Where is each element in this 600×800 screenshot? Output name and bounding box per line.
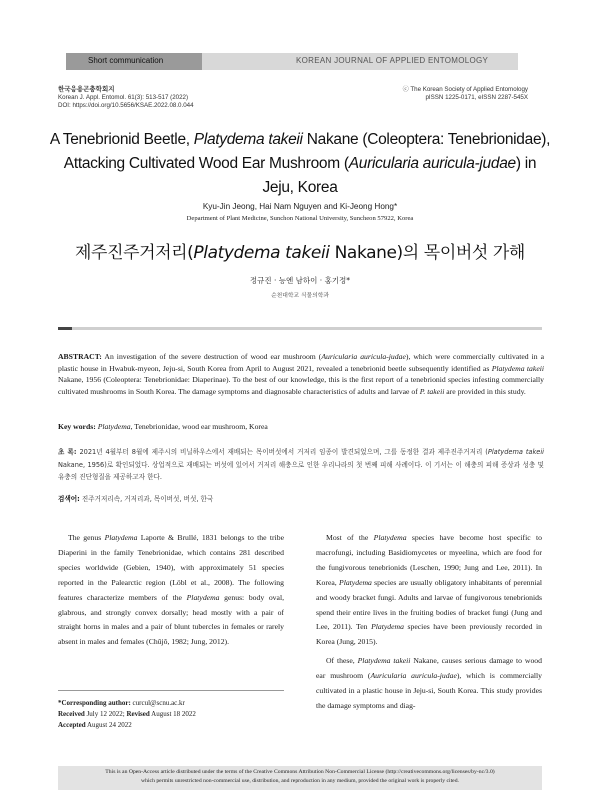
abstract-en [58,351,544,397]
title-text: Jeju, Korea [262,179,338,196]
title-host: Auricularia auricula-judae [348,155,516,172]
received-label: Received [58,710,85,718]
title-text: Attacking Cultivated Wood Ear Mushroom ( [63,155,349,172]
keywords-en [58,421,544,433]
title-text: ) in [515,155,537,172]
license-line: This is an Open-Access article distributed under the terms of the Creative Commons Attribution Non-Commercial License (http://creativecommons.org/licenses/by-nc/3.0) [105,769,495,775]
body-column-left [58,531,284,650]
keywords-ko-label: 검색어: [58,495,80,503]
body-text: Laporte & Brullé, 1831 belongs to the tribe Diaperini in the family Tenebrionidae, which contains 281 described species worldwide (Gebien, 1940), with approximately 51 species reported in the Palearctic region (Löbl et al., 2008). The following features characterize members of the [58,533,284,602]
body-italic: Platydema [104,533,138,542]
body-text: species have become host specific to macrofungi, including Basidiomycetes or myeelina, which are food for the fungivorous tenebrionids (Leschen, 1990; Jung and Lee, 2011). In Korea, [316,533,542,587]
paragraph [316,531,542,650]
abstract-italic: Auricularia auricula-judae [321,352,406,361]
article-title-ko [0,238,600,263]
title-ko-text: Nakane)의 목이버섯 가해 [329,243,525,263]
keywords-label: Key words: [58,422,96,431]
keywords-ko [58,493,544,503]
corr-label: *Corresponding author: [58,699,131,707]
body-italic: Platydema [373,533,407,542]
paragraph [316,654,542,714]
title-ko-species: Platydema takeii [193,243,330,263]
authors-en: Kyu-Jin Jeong, Hai Nam Nguyen and Ki-Jeong Hong* [202,202,398,211]
corr-email[interactable]: curcul@scnu.ac.kr [130,699,185,707]
abstract-ko [58,446,544,484]
body-italic: Auricularia auricula-judae [370,671,457,681]
body-text: Most of the [326,533,374,542]
doi-link[interactable]: DOI: https://doi.org/10.5656/KSAE.2022.08.0.044 [58,102,194,109]
authors-ko: 정규진 · 능엔 남하이 · 홍기정* [249,276,351,285]
abstract-text: ), which were commercially cultivated in a plastic house in Hwabuk-myeon, Jeju-si, South Korea from April to August 2021, revealed a tenebrionid beetle subsequently identified as [58,352,544,373]
accepted-line [58,720,284,731]
copyright: ⓒ The Korean Society of Applied Entomology [402,86,528,93]
footnote-divider [58,690,284,691]
body-text: Of these, [326,656,358,666]
keyword-italic: Platydema [97,422,131,431]
body-italic: Platydema [186,592,220,602]
accepted-label: Accepted [58,721,86,729]
header-band [66,53,518,70]
body-text: species are usually obligatory inhabitants of perennial and woody bracket fungi. Adults and larvae of fungivorous tenebrionids spend their entire lives in the fruiting bodies of bracket fungi (Jung and Lee, 2011). Ten [316,577,542,632]
section-divider-accent [58,327,72,330]
keywords-ko-text: 진주거저리속, 거저리과, 목이버섯, 버섯, 한국 [79,495,214,503]
title-ko-text: 제주진주거저리( [75,243,194,263]
issn: pISSN 1225-0171, eISSN 2287-545X [425,94,528,101]
body-italic: Platydema [371,622,404,632]
section-divider [58,327,542,330]
abstract-ko-label: 초 록: [58,448,77,456]
journal-name-ko: 한국응용곤충학회지 [58,86,115,93]
abstract-text: are provided in this study. [444,386,526,396]
abstract-ko-italic: Platydema takeii [487,448,544,456]
keywords-text: , Tenebrionidae, wood ear mushroom, Korea [130,422,268,431]
body-text: The genus [68,533,105,542]
body-text: species have been previously recorded in Korea (Jung, 2015). [316,622,543,647]
body-text: Nakane, causes serious damage to wood ear mushroom ( [316,656,542,681]
license-line: which permits unrestricted non-commercial use, distribution, and reproduction in any medium, provided the original work is properly cited. [141,778,459,784]
body-italic: Platydema [339,577,372,587]
footnote [58,698,284,731]
abstract-ko-text: Nakane, 1956)로 확인되었다. 상업적으로 재배되는 버섯에 있어서 거저리 해충으로 인한 우리나라의 첫 번째 피해 사례이다. 이 기서는 이 해충의 피해 증상과 성충 및 유충의 진단형질을 제공하고자 한다. [58,460,544,482]
body-text: genus: body oval, glabrous, and strongly convex dorsally; head mostly with a pair of straight horns in males and a pair of blunt tubercles in females or rarely absent in males and females (Chûjô, 1982; Jung, 2012). [58,592,284,647]
received-date: July 12 2022; [84,710,127,718]
citation-block [58,86,194,110]
abstract-italic: P. takeii [419,386,445,396]
dates-line [58,709,284,720]
copyright-block [403,86,528,102]
revised-label: Revised [126,710,150,718]
abstract-label: ABSTRACT: [58,352,102,361]
abstract-text: An investigation of the severe destruction of wood ear mushroom ( [101,352,322,361]
journal-name: KOREAN JOURNAL OF APPLIED ENTOMOLOGY [296,56,489,65]
body-column-right [316,531,542,714]
title-text: Nakane (Coleoptera: Tenebrionidae), [302,131,551,148]
affiliation-en: Department of Plant Medicine, Sunchon National University, Suncheon 57922, Korea [186,215,414,222]
affiliation-ko: 순천대학교 식물의학과 [271,293,329,299]
corresponding-author [58,698,284,709]
abstract-text: Nakane, 1956 (Coleoptera: Tenebrionidae: Diaperinae). To the best of our knowledge, this is the first report of a tenebrionid species infesting commercially cultivated mushrooms in South Korea. The damage symptoms and diagnosable characteristics of adults and larvae of [58,375,544,396]
paragraph [58,531,284,650]
title-species: Platydema takeii [193,131,303,148]
revised-date: August 18 2022 [149,710,196,718]
abstract-ko-text: 2021년 4월부터 8월에 제주시의 비닐하우스에서 재배되는 목이버섯에서 거저리 임종이 발견되었으며, 그를 동정한 결과 제주진주거저리 ( [76,448,488,456]
citation: Korean J. Appl. Entomol. 61(3): 513-517 (2022) [58,94,189,101]
license-box [58,766,542,790]
body-italic: Platydema takeii [357,656,411,666]
accepted-date: August 24 2022 [85,721,132,729]
abstract-italic: Platydema takeii [491,363,545,373]
article-category: Short communication [88,56,164,65]
title-text: A Tenebrionid Beetle, [49,131,194,148]
article-title-en [40,128,560,200]
body-text: ), which is commercially cultivated in a plastic house in Jeju-si, South Korea. This study provides the damage symptoms and diag- [316,671,542,710]
